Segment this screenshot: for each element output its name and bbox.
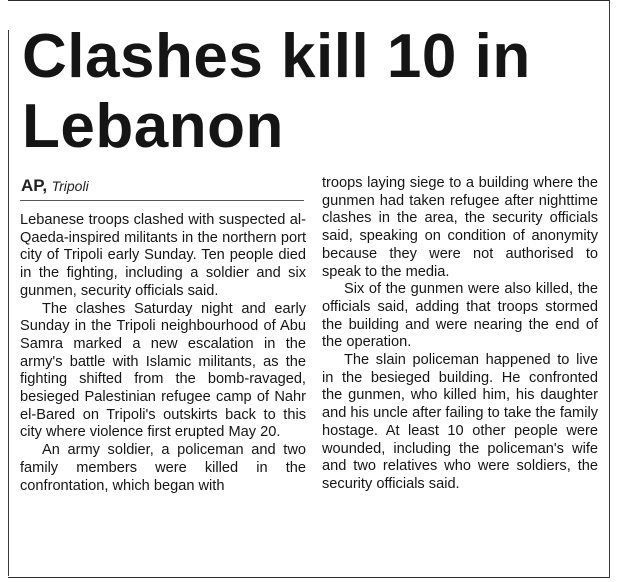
headline: Clashes kill 10 in Lebanon — [22, 22, 531, 161]
paragraph-4: Six of the gunmen were also killed, the officials said, adding that troops stormed the building and were nearing the end of the operation. — [322, 281, 598, 351]
byline-divider — [20, 200, 304, 201]
paragraph-1: Lebanese troops clashed with suspected al-Qaeda-inspired militants in the northern port city of Tripoli early Sunday. Ten people died in the fighting, including a soldier and six gunmen, security officials said. — [20, 212, 306, 299]
byline-agency: AP, — [21, 176, 48, 195]
paragraph-3: An army soldier, a policeman and two family members were killed in the confrontation, which began with — [20, 442, 306, 494]
paragraph-3-continued: troops laying siege to a building where the gunmen had taken refugee after nighttime clashes in the area, the security officials said, speaking on condition of anonymity because they were not authorised to speak to the media. — [322, 175, 598, 280]
article-column-right — [322, 175, 598, 494]
border-left — [8, 30, 9, 576]
border-bottom — [8, 577, 610, 578]
article-column-left — [20, 212, 306, 495]
paragraph-5: The slain policeman happened to live in the besieged building. He confronted the gunmen, who killed him, his daughter and his uncle after failing to take the family hostage. At least 10 other people were wounded, including the policeman's wife and two relatives who were soldiers, the security officials said. — [322, 352, 598, 492]
border-top — [8, 0, 610, 1]
border-right — [609, 0, 610, 578]
byline — [21, 176, 89, 197]
byline-place: Tripoli — [51, 178, 89, 194]
paragraph-2: The clashes Saturday night and early Sunday in the Tripoli neighbourhood of Abu Samra marked a new escalation in the army's battle with Islamic militants, as the fighting shifted from the bomb-ravaged, besieged Palestinian refugee camp of Nahr el-Bared on Tripoli's outskirts back to this city where violence first erupted May 20. — [20, 300, 306, 441]
